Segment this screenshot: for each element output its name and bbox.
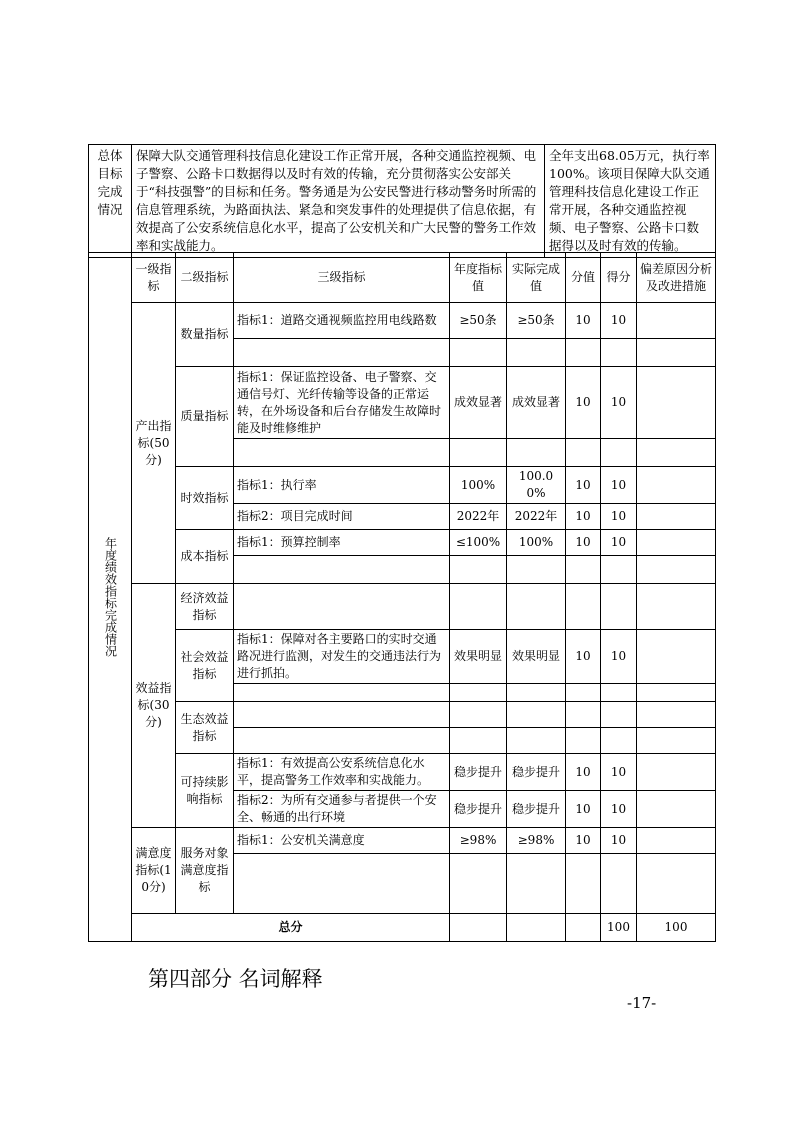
summary-row — [89, 145, 716, 258]
indicator-weight: 10 — [566, 530, 601, 556]
sub-ecological: 生态效益指标 — [176, 702, 234, 754]
indicator-target: 稳步提升 — [450, 791, 507, 828]
indicator-score: 10 — [601, 630, 637, 684]
section-heading: 第四部分 名词解释 — [148, 967, 323, 991]
indicator-score: 10 — [601, 530, 637, 556]
summary-plan-text: 保障大队交通管理科技信息化建设工作正常开展，各种交通监控视频、电子警察、公路卡口数据得以及时有效的传输，充分贯彻落实公安部关于“科技强警”的目标和任务。警务通是为公安民警进行移动警务时所需的信息管理系统，为路面执法、紧急和突发事件的处理提供了信息依据，有效提高了公安系统信息化水平，提高了公安机关和广大民警的警务工作效率和实战能力。 — [132, 145, 545, 258]
table-row — [89, 630, 716, 684]
indicator-actual: ≥50条 — [507, 303, 566, 339]
sub-cost: 成本指标 — [176, 530, 234, 584]
indicator-target: ≥98% — [450, 828, 507, 854]
indicator-actual: 2022年 — [507, 504, 566, 530]
page-number: -17- — [627, 994, 657, 1012]
header-level1: 一级指标 — [132, 253, 176, 303]
indicator-weight: 10 — [566, 303, 601, 339]
group-benefit: 效益指标(30分) — [132, 584, 176, 828]
indicator-actual: 100% — [507, 530, 566, 556]
indicator-name: 指标2：项目完成时间 — [234, 504, 450, 530]
indicator-score: 10 — [601, 303, 637, 339]
indicator-weight: 10 — [566, 367, 601, 439]
indicator-weight: 10 — [566, 754, 601, 791]
total-row — [89, 914, 716, 942]
indicator-target: 效果明显 — [450, 630, 507, 684]
indicator-reason — [637, 530, 716, 556]
indicator-score: 10 — [601, 791, 637, 828]
indicator-weight: 10 — [566, 467, 601, 504]
indicator-target: ≥50条 — [450, 303, 507, 339]
indicator-actual: 100.00% — [507, 467, 566, 504]
group-satisfaction: 满意度指标(10分) — [132, 828, 176, 914]
indicator-name: 指标1：保证监控设备、电子警察、交通信号灯、光纤传输等设备的正常运转，在外场设备和后台存储发生故障时能及时维修维护 — [234, 367, 450, 439]
indicator-name: 指标1：有效提高公安系统信息化水平，提高警务工作效率和实战能力。 — [234, 754, 450, 791]
header-target: 年度指标值 — [450, 253, 507, 303]
header-row — [89, 253, 716, 303]
indicator-reason — [637, 504, 716, 530]
sub-timeliness: 时效指标 — [176, 467, 234, 530]
indicator-name: 指标1：保障对各主要路口的实时交通路况进行监测，对发生的交通违法行为进行抓拍。 — [234, 630, 450, 684]
summary-actual-text: 全年支出68.05万元，执行率100%。该项目保障大队交通管理科技信息化建设工作正常开展，各种交通监控视频、电子警察、公路卡口数据得以及时有效的传输。 — [545, 145, 716, 258]
indicator-reason — [637, 630, 716, 684]
indicator-actual: 稳步提升 — [507, 754, 566, 791]
indicator-weight: 10 — [566, 504, 601, 530]
table-row — [89, 702, 716, 728]
sub-sustainable: 可持续影响指标 — [176, 754, 234, 828]
indicator-score: 10 — [601, 828, 637, 854]
indicator-name: 指标1：公安机关满意度 — [234, 828, 450, 854]
total-label: 总分 — [132, 914, 450, 942]
indicator-actual: ≥98% — [507, 828, 566, 854]
section-label: 年度绩效指标完成情况 — [89, 253, 132, 942]
indicator-reason — [637, 303, 716, 339]
indicator-target: 100% — [450, 467, 507, 504]
indicator-score: 10 — [601, 367, 637, 439]
sub-economic: 经济效益指标 — [176, 584, 234, 630]
summary-label: 总体目标完成情况 — [89, 145, 132, 258]
table-row — [89, 584, 716, 630]
indicator-reason — [637, 467, 716, 504]
indicator-reason — [637, 791, 716, 828]
group-output: 产出指标(50分) — [132, 303, 176, 584]
header-reason: 偏差原因分析及改进措施 — [637, 253, 716, 303]
indicator-weight: 10 — [566, 828, 601, 854]
indicator-weight: 10 — [566, 791, 601, 828]
table-row — [89, 367, 716, 439]
indicator-score: 10 — [601, 754, 637, 791]
indicator-target: 2022年 — [450, 504, 507, 530]
table-row — [89, 303, 716, 339]
indicator-actual: 成效显著 — [507, 367, 566, 439]
summary-table — [88, 144, 716, 258]
header-level3: 三级指标 — [234, 253, 450, 303]
indicator-name: 指标2：为所有交通参与者提供一个安全、畅通的出行环境 — [234, 791, 450, 828]
indicator-actual: 效果明显 — [507, 630, 566, 684]
indicator-target: 成效显著 — [450, 367, 507, 439]
indicator-target: ≤100% — [450, 530, 507, 556]
indicator-reason — [637, 828, 716, 854]
indicator-name: 指标1：执行率 — [234, 467, 450, 504]
indicator-score: 10 — [601, 504, 637, 530]
indicator-name: 指标1：预算控制率 — [234, 530, 450, 556]
header-score: 得分 — [601, 253, 637, 303]
header-actual: 实际完成值 — [507, 253, 566, 303]
table-row — [89, 754, 716, 791]
sub-quality: 质量指标 — [176, 367, 234, 467]
performance-table — [88, 252, 716, 942]
total-score: 100 — [637, 914, 716, 942]
table-row — [89, 530, 716, 556]
sub-service: 服务对象满意度指标 — [176, 828, 234, 914]
indicator-target: 稳步提升 — [450, 754, 507, 791]
indicator-reason — [637, 367, 716, 439]
indicator-name: 指标1：道路交通视频监控用电线路数 — [234, 303, 450, 339]
indicator-weight: 10 — [566, 630, 601, 684]
sub-social: 社会效益指标 — [176, 630, 234, 702]
sub-quantity: 数量指标 — [176, 303, 234, 367]
indicator-reason — [637, 754, 716, 791]
indicator-score: 10 — [601, 467, 637, 504]
table-row — [89, 467, 716, 504]
indicator-actual: 稳步提升 — [507, 791, 566, 828]
header-level2: 二级指标 — [176, 253, 234, 303]
total-weight: 100 — [601, 914, 637, 942]
table-row — [89, 828, 716, 854]
header-weight: 分值 — [566, 253, 601, 303]
